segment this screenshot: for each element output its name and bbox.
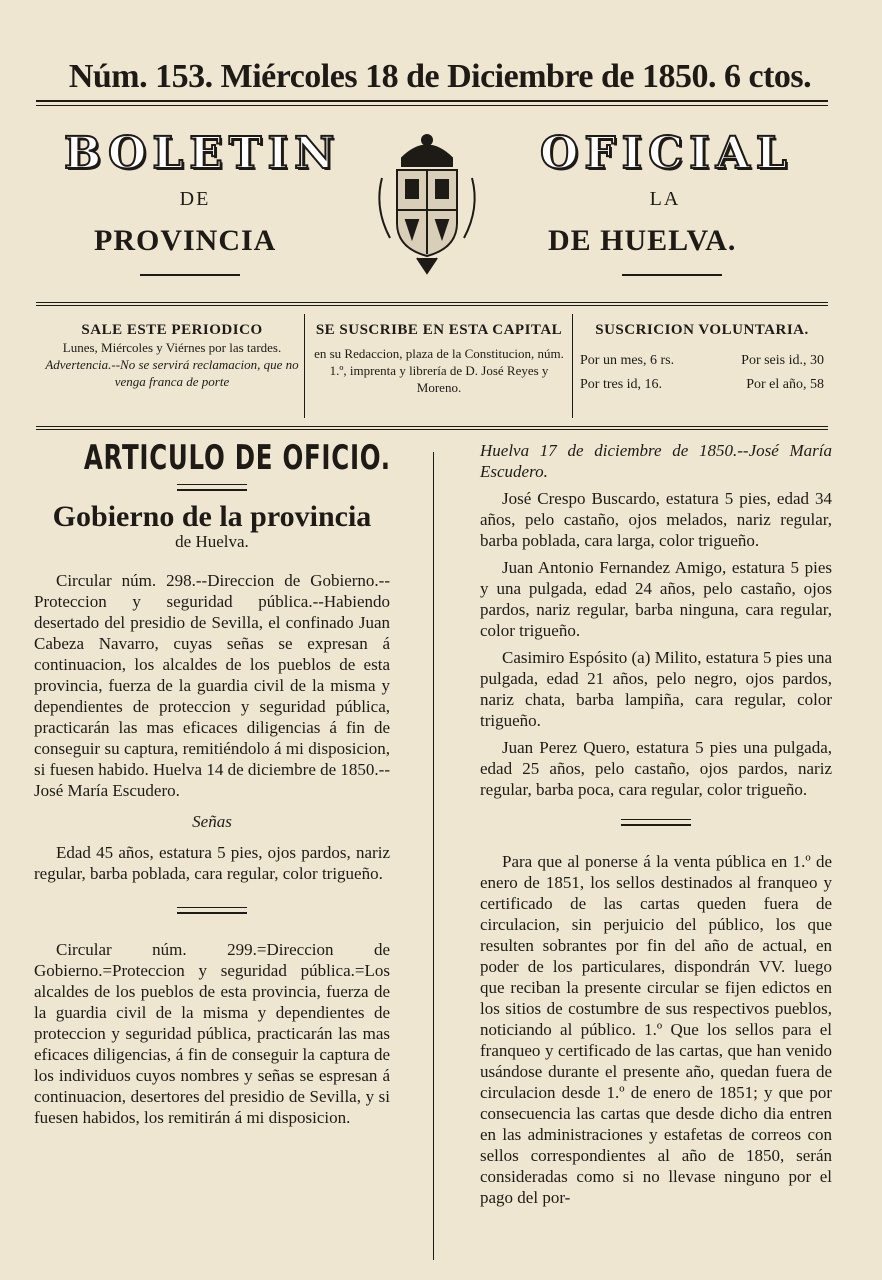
price-three-months: Por tres id, 16.: [580, 377, 663, 392]
left-column: [34, 438, 391, 1134]
info-separator-2: [572, 314, 573, 418]
price-one-month: Por un mes, 6 rs.: [580, 353, 675, 368]
subscribe-heading: SE SUSCRIBE EN ESTA CAPITAL: [315, 322, 563, 338]
deserter-1: José Crespo Buscardo, estatura 5 pies, edad 34 años, pelo castaño, ojos melados, nariz regular, barba poblada, cara larga, color trigueño.: [480, 489, 832, 550]
senas-heading: Señas: [192, 812, 232, 831]
deserter-3: Casimiro Espósito (a) Milito, estatura 5 pies una pulgada, edad 21 años, pelo negro, ojos pardos, nariz chata, barba lampiña, cara regular, color trigueño.: [480, 648, 832, 730]
gov-title: Gobierno de la provincia: [52, 500, 372, 533]
title-provincia: PROVINCIA: [94, 224, 277, 257]
circular-298: Circular núm. 298.--Direccion de Gobierno.--Proteccion y seguridad pública.--Habiendo desertado del presidio de Sevilla, el confinado Juan Cabeza Navarro, cuyas señas se expresan á continuacion, los alcaldes de los pueblos de esta provincia, fuerza de la guardia civil de la misma y dependientes de proteccion y seguridad pública, practicarán las mas eficaces diligencias á fin de conseguir su captura, remitiéndolo á mi disposicion, si fuesen habido. Huelva 14 de diciembre de 1850.--José María Escudero.: [34, 571, 390, 800]
price-six-months: Por seis id., 30: [741, 353, 824, 368]
title-oficial: OFICIAL: [540, 128, 793, 179]
issue-line: Núm. 153. Miércoles 18 de Diciembre de 1850. 6 ctos.: [68, 58, 812, 95]
info-col-subscribe: [310, 306, 568, 426]
title-rule-left: [140, 274, 240, 276]
schedule-note: Advertencia.--No se servirá reclamacion, que no venga franca de porte: [45, 357, 299, 389]
title-rule-right: [622, 274, 722, 276]
senas-text: Edad 45 años, estatura 5 pies, ojos pardos, nariz regular, barba poblada, cara regular, color trigueño.: [34, 843, 390, 883]
masthead-rule-top: [36, 100, 828, 102]
circular-299: Circular núm. 299.=Direccion de Gobierno.=Proteccion y seguridad pública.=Los alcaldes de los pueblos de esta provincia, fuerza de la guardia civil de la misma y dependientes de proteccion y seguridad pública, practicarán las mas eficaces diligencias, á fin de conseguir la captura de los individuos cuyos nombres y señas se espresan á continuacion, desertores del presidio de Sevilla, y si fuesen habidos, los remitirán á mi disposicion.: [34, 940, 390, 1127]
coat-of-arms-icon: [372, 128, 482, 278]
section-heading: ARTICULO DE OFICIO.: [83, 438, 391, 478]
title-de: DE: [179, 188, 211, 210]
masthead-rule-bottom: [36, 105, 828, 106]
subscribe-text: en su Redaccion, plaza de la Constitucion, núm. 1.º, imprenta y librería de D. José Reyes y Moreno.: [314, 346, 564, 395]
deserter-4: Juan Perez Quero, estatura 5 pies una pulgada, edad 25 años, pelo castaño, ojos pardos, nariz regular, barba poca, cara regular, color trigueño.: [480, 738, 832, 799]
column-divider: [433, 452, 434, 1260]
title-boletin: BOLETIN: [64, 128, 341, 179]
info-separator-1: [304, 314, 305, 418]
deserter-2: Juan Antonio Fernandez Amigo, estatura 5 pies y una pulgada, edad 24 años, pelo castaño, ojos pardos, nariz regular, barba ninguna, cara regular, color trigueño.: [480, 558, 832, 640]
stamps-circular: Para que al ponerse á la venta pública en 1.º de enero de 1851, los sellos destinados al franqueo y certificado de las cartas queden fuera de circulacion, sin perjuicio del público, los que resulten sobrantes por fin del año de actual, en poder de los particulares, dispondrán VV. luego que reciban la presente circular se fijen edictos en los sitios de costumbre de sus respectivos pueblos, noticiando al público. 1.º Que los sellos para el franqueo y certificado de las cartas, que han venido usándose durante el presente año, quedan fuera de circulacion desde 1.º de enero de 1851; y que por consecuencia las cartas que desde dicho dia entren en las administraciones y estafetas de correos con sellos correspondientes al año de 1850, serán consideradas como si no llevase ninguno por el pago del por-: [480, 852, 832, 1207]
info-col-schedule: [44, 306, 300, 426]
ornament-divider-2: [34, 898, 390, 919]
ornament-divider-3: [480, 810, 832, 831]
ornament-divider: [34, 475, 390, 496]
title-de-huelva: DE HUELVA.: [548, 224, 737, 257]
price-year: Por el año, 58: [746, 377, 824, 392]
info-box: [36, 302, 828, 430]
schedule-text: Lunes, Miércoles y Viérnes por las tardes.: [62, 340, 282, 355]
gov-subtitle: de Huelva.: [175, 532, 249, 551]
info-col-prices: [578, 306, 826, 426]
signature: Huelva 17 de diciembre de 1850.--José María Escudero.: [480, 441, 832, 481]
right-column: [480, 440, 832, 1214]
title-la: LA: [649, 188, 681, 210]
schedule-heading: SALE ESTE PERIODICO: [81, 322, 263, 338]
prices-heading: SUSCRICION VOLUNTARIA.: [595, 322, 809, 338]
